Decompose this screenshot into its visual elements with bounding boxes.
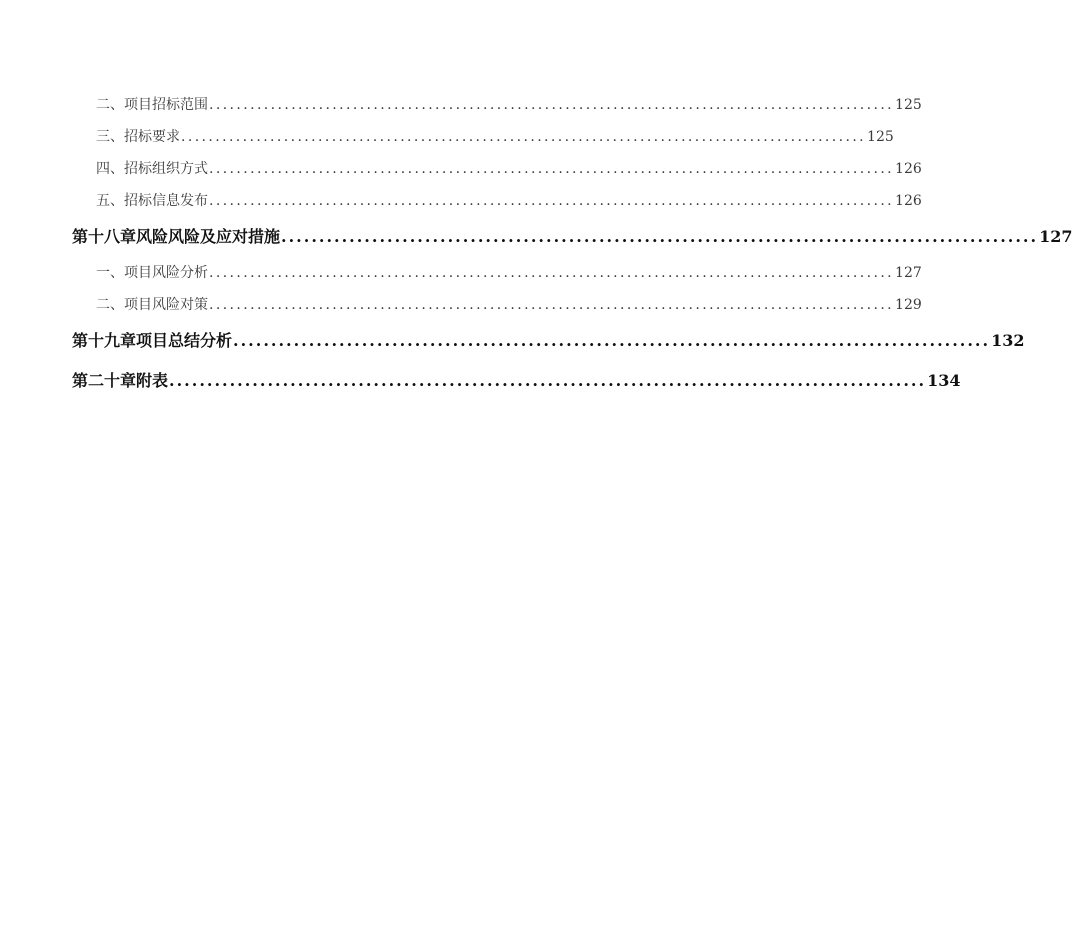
section-title: 招标要求 [124, 129, 180, 145]
chapter-number: 第十八章 [72, 227, 137, 246]
section-title: 项目风险对策 [124, 297, 208, 313]
dot-leader: .................................................................................................... [209, 97, 895, 113]
toc-entry-chapter[interactable] [72, 364, 961, 404]
chapter-title: 附表 [136, 371, 169, 390]
page-number: 127 [895, 265, 922, 281]
dot-leader: .................................................................................................... [281, 227, 1039, 246]
chapter-number: 第十九章 [72, 331, 137, 350]
chapter-title: 风险风险及应对措施 [136, 227, 281, 246]
dot-leader: .................................................................................................... [209, 161, 895, 177]
section-title: 项目招标范围 [124, 97, 208, 113]
section-title: 招标组织方式 [124, 161, 208, 177]
toc-entry-chapter[interactable] [72, 220, 1072, 260]
page-number: 129 [895, 297, 922, 313]
section-number: 二、 [96, 297, 124, 313]
page-number: 126 [895, 161, 922, 177]
page-number: 132 [991, 331, 1025, 350]
section-number: 三、 [96, 129, 124, 145]
page-number: 125 [895, 97, 922, 113]
chapter-number: 第二十章 [72, 371, 137, 390]
page-number: 127 [1039, 227, 1072, 246]
toc-entry-section[interactable] [72, 188, 922, 220]
dot-leader: .................................................................................................... [209, 297, 895, 313]
dot-leader: .................................................................................................... [233, 331, 991, 350]
page-number: 134 [927, 371, 961, 390]
section-number: 二、 [96, 97, 124, 113]
toc-entry-chapter[interactable] [72, 324, 1025, 364]
toc-entry-section[interactable] [72, 124, 894, 156]
section-number: 五、 [96, 193, 124, 209]
dot-leader: .................................................................................................... [181, 129, 867, 145]
page-number: 126 [895, 193, 922, 209]
toc-entry-section[interactable] [72, 92, 922, 124]
chapter-title: 项目总结分析 [136, 331, 233, 350]
section-number: 四、 [96, 161, 124, 177]
toc-entry-section[interactable] [72, 156, 922, 188]
toc-entry-section[interactable] [72, 260, 922, 292]
dot-leader: .................................................................................................... [209, 193, 895, 209]
page-number: 125 [867, 129, 894, 145]
section-number: 一、 [96, 265, 124, 281]
dot-leader: .................................................................................................... [169, 371, 927, 390]
section-title: 项目风险分析 [124, 265, 208, 281]
dot-leader: .................................................................................................... [209, 265, 895, 281]
section-title: 招标信息发布 [124, 193, 208, 209]
toc-entry-section[interactable] [72, 292, 922, 324]
table-of-contents [72, 92, 1072, 404]
